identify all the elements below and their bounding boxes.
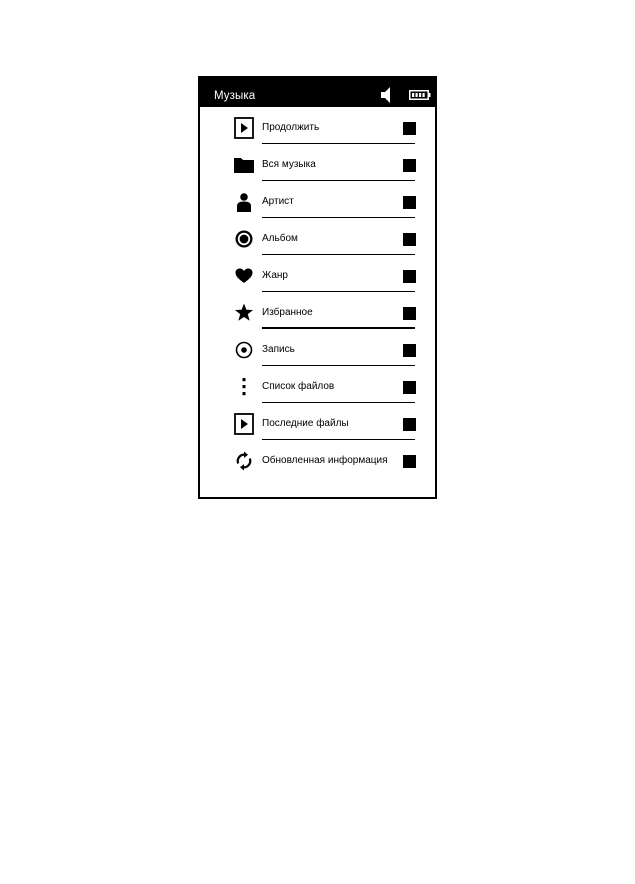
more-vertical-icon [234,376,256,398]
star-icon [234,302,256,324]
menu-item-label: Список файлов [262,381,335,392]
menu-item-continue[interactable] [200,107,435,144]
menu-item-file-list[interactable] [200,366,435,403]
refresh-icon [234,450,256,472]
album-disc-icon [234,228,256,250]
menu-item-genre[interactable] [200,255,435,292]
selection-checkbox[interactable] [403,418,416,431]
menu-item-album[interactable] [200,218,435,255]
menu-item-label: Избранное [262,307,313,318]
person-icon [234,191,256,213]
menu-item-label: Обновленная информация [262,455,388,466]
play-box-icon [234,117,256,139]
menu-item-label: Запись [262,344,295,355]
battery-icon [409,90,431,100]
selection-checkbox[interactable] [403,381,416,394]
menu-item-all-music[interactable] [200,144,435,181]
folder-icon [234,154,256,176]
menu-item-artist[interactable] [200,181,435,218]
record-icon [234,339,256,361]
selection-checkbox[interactable] [403,122,416,135]
menu-item-recording[interactable] [200,329,435,366]
play-box-icon [234,413,256,435]
music-menu [200,107,435,477]
selection-checkbox[interactable] [403,344,416,357]
selection-checkbox[interactable] [403,455,416,468]
menu-item-label: Продолжить [262,122,320,133]
heart-icon [234,265,256,287]
selection-checkbox[interactable] [403,159,416,172]
menu-item-label: Артист [262,196,294,207]
speaker-icon[interactable] [380,86,392,104]
menu-item-label: Последние файлы [262,418,349,429]
menu-item-updated-info[interactable] [200,440,435,477]
menu-item-favorites[interactable] [200,292,435,329]
selection-checkbox[interactable] [403,233,416,246]
music-player-screen [198,76,437,499]
menu-item-label: Жанр [262,270,288,281]
menu-item-label: Вся музыка [262,159,316,170]
menu-item-recent-files[interactable] [200,403,435,440]
selection-checkbox[interactable] [403,196,416,209]
menu-item-label: Альбом [262,233,298,244]
page-title: Музыка [214,90,256,102]
selection-checkbox[interactable] [403,307,416,320]
selection-checkbox[interactable] [403,270,416,283]
title-bar [200,78,435,107]
